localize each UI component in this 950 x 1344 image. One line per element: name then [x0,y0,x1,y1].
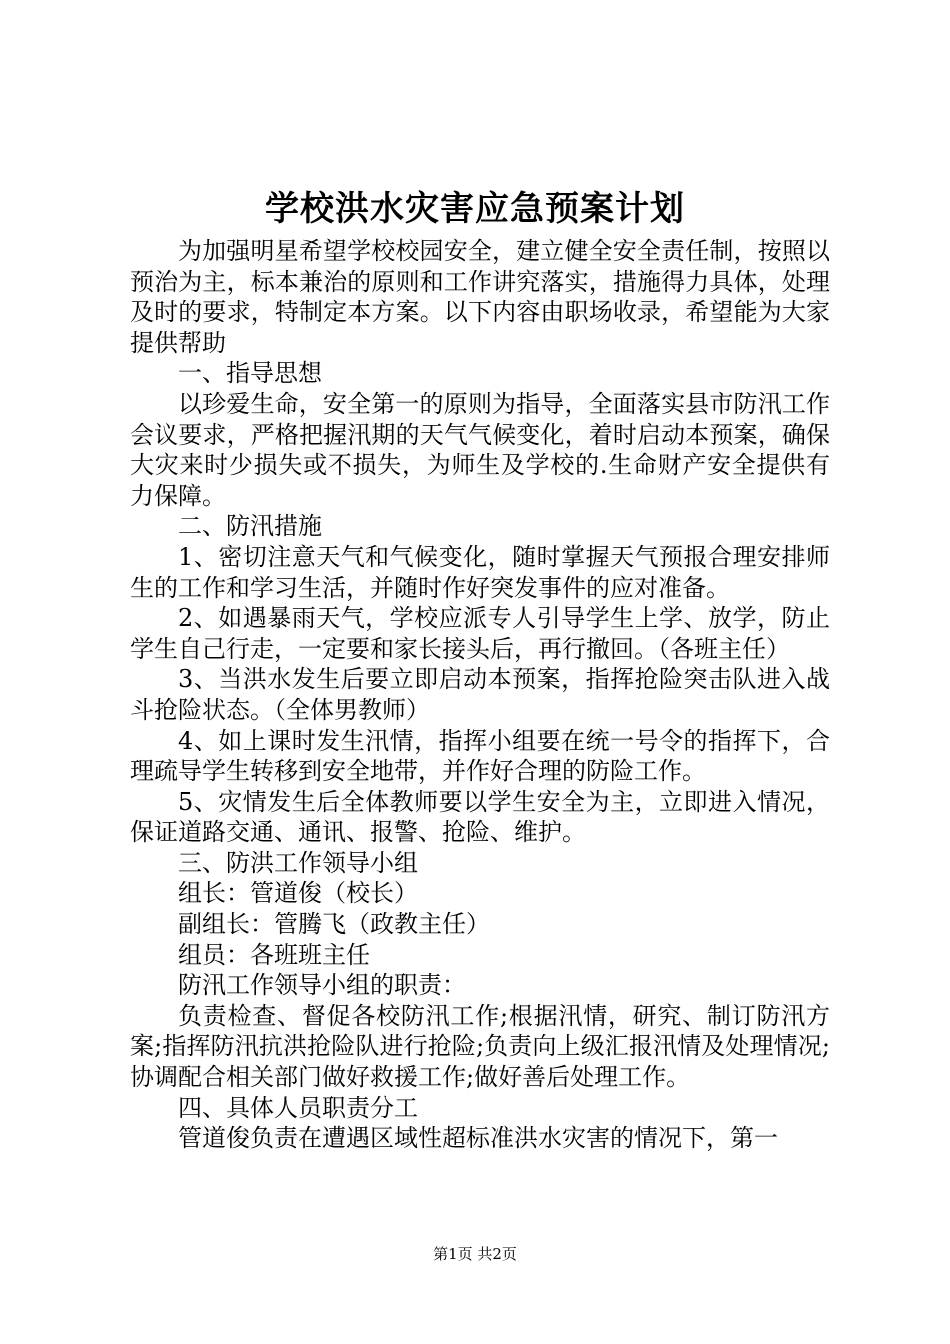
intro-paragraph: 为加强明星希望学校校园安全，建立健全安全责任制，按照以预治为主，标本兼治的原则和工作讲究落实，措施得力具体，处理及时的要求，特制定本方案。以下内容由职场收录，希望能为大家提供帮助 [130,237,830,357]
document-body [130,236,830,1154]
measure-item-3: 3、当洪水发生后要立即启动本预案，指挥抢险突击队进入战斗抢险状态。（全体男教师） [130,665,830,724]
group-duties-heading: 防汛工作领导小组的职责： [178,971,466,1000]
measure-item-2: 2、如遇暴雨天气，学校应派专人引导学生上学、放学，防止学生自己行走，一定要和家长接头后，再行撤回。（各班主任） [130,604,830,663]
section-heading-leadership-group: 三、防洪工作领导小组 [178,848,418,877]
measure-item-1: 1、密切注意天气和气候变化，随时掌握天气预报合理安排师生的工作和学习生活，并随时作好突发事件的应对准备。 [130,542,830,602]
deputy-leader-line: 副组长：管腾飞（政教主任） [178,910,490,939]
group-duties-paragraph: 负责检查、督促各校防汛工作;根据汛情，研究、制订防汛方案;指挥防汛抗洪抢险队进行抢险;负责向上级汇报汛情及处理情况;协调配合相关部门做好救援工作;做好善后处理工作。 [130,1001,830,1092]
paragraph-guiding-idea: 以珍爱生命，安全第一的原则为指导，全面落实县市防汛工作会议要求，严格把握汛期的天气气候变化，着时启动本预案，确保大灾来时少损失或不损失，为师生及学校的.生命财产安全提供有力保障。 [130,389,830,510]
group-leader-line: 组长：管道俊（校长） [178,879,418,908]
measure-item-5: 5、灾情发生后全体教师要以学生安全为主，立即进入情况，保证道路交通、通讯、报警、抢险、维护。 [130,787,830,847]
section-heading-staff-duties: 四、具体人员职责分工 [178,1093,418,1122]
document-title: 学校洪水灾害应急预案计划 [265,189,685,229]
section-heading-flood-measures: 二、防汛措施 [178,512,322,541]
group-members-line: 组员：各班班主任 [178,940,370,969]
measure-item-4: 4、如上课时发生汛情，指挥小组要在统一号令的指挥下，合理疏导学生转移到安全地带，并作好合理的防险工作。 [130,726,830,786]
staff-duties-paragraph: 管道俊负责在遭遇区域性超标准洪水灾害的情况下，第一 [178,1124,778,1153]
section-heading-guiding-idea: 一、指导思想 [178,359,322,388]
page-number-footer: 第1页 共2页 [433,1245,517,1263]
